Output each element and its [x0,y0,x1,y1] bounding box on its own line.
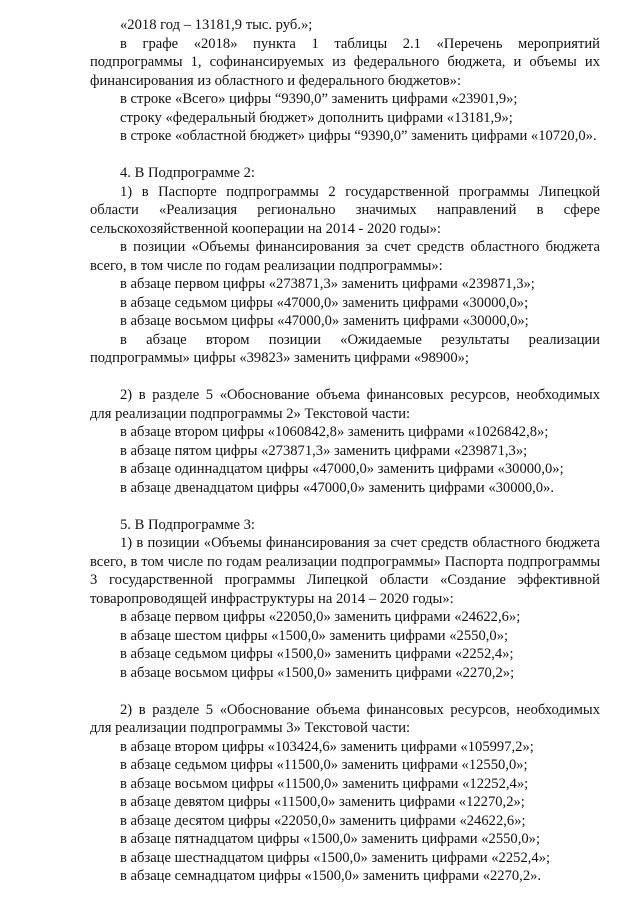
paragraph: в абзаце седьмом цифры «1500,0» заменить цифрами «2252,4»; [120,646,514,662]
spacer [90,146,600,165]
paragraph: в графе «2018» пункта 1 таблицы 2.1 «Перечень мероприятий подпрограммы 1, софинансируемых из федерального бюджета, и объемы их финансирования из областного и федерального бюджетов»: [90,35,600,89]
paragraph: «2018 год – 13181,9 тыс. руб.»; [120,17,313,33]
paragraph: в абзаце пятнадцатом цифры «1500,0» заменить цифрами «2550,0»; [120,831,541,847]
paragraph: в абзаце двенадцатом цифры «47000,0» заменить цифрами «30000,0». [120,479,555,496]
paragraph: в абзаце втором позиции «Ожидаемые результаты реализации подпрограммы» цифры «39823» заменить цифрами «98900»; [90,331,600,366]
paragraph: в абзаце шестнадцатом цифры «1500,0» заменить цифрами «2252,4»; [120,849,551,866]
paragraph: в абзаце первом цифры «22050,0» заменить цифрами «24622,6»; [120,609,521,625]
spacer [90,682,600,701]
paragraph: в абзаце семнадцатом цифры «1500,0» заменить цифрами «2270,2». [120,868,542,884]
paragraph: в абзаце первом цифры «273871,3» заменить цифрами «239871,3»; [120,276,535,292]
section-heading: 5. В Подпрограмме 3: [120,516,255,533]
paragraph: 2) в разделе 5 «Обоснование объема финансовых ресурсов, необходимых для реализации подпрограммы 3» Текстовой части: [90,701,600,736]
paragraph: 2) в разделе 5 «Обоснование объема финансовых ресурсов, необходимых для реализации подпрограммы 2» Текстовой части: [90,387,600,422]
section-heading: 4. В Подпрограмме 2: [120,165,255,181]
paragraph: в абзаце одиннадцатом цифры «47000,0» заменить цифрами «30000,0»; [120,461,564,477]
paragraph: в абзаце седьмом цифры «47000,0» заменить цифрами «30000,0»; [120,294,529,311]
paragraph: в строке «Всего» цифры “9390,0” заменить цифрами «23901,9»; [120,91,518,107]
paragraph: в строке «областной бюджет» цифры “9390,0” заменить цифрами «10720,0». [120,128,597,144]
paragraph: в абзаце девятом цифры «11500,0» заменить цифрами «12270,2»; [120,794,525,810]
paragraph: в абзаце шестом цифры «1500,0» заменить цифрами «2550,0»; [120,627,509,644]
paragraph: в абзаце десятом цифры «22050,0» заменить цифрами «24622,6»; [120,812,526,829]
paragraph: в позиции «Объемы финансирования за счет средств областного бюджета всего, в том числе по годам реализации подпрограммы»: [90,239,600,274]
paragraph: в абзаце пятом цифры «273871,3» заменить цифрами «239871,3»; [120,442,528,459]
paragraph: в абзаце восьмом цифры «47000,0» заменить цифрами «30000,0»; [120,313,529,329]
paragraph: в абзаце восьмом цифры «1500,0» заменить цифрами «2270,2»; [120,664,515,681]
paragraph: 1) в позиции «Объемы финансирования за счет средств областного бюджета всего, в том числе по годам реализации подпрограммы» Паспорта подпрограммы 3 государственной программы Липецкой области «Создание эффективной товаропроводящей инфраструктуры на 2014 – 2020 годы»: [90,535,600,607]
spacer [90,497,600,516]
spacer [90,368,600,387]
paragraph: в абзаце восьмом цифры «11500,0» заменить цифрами «12252,4»; [120,775,529,792]
paragraph: строку «федеральный бюджет» дополнить цифрами «13181,9»; [120,109,513,126]
paragraph: в абзаце втором цифры «1060842,8» заменить цифрами «1026842,8»; [120,424,549,440]
paragraph: в абзаце втором цифры «103424,6» заменить цифрами «105997,2»; [120,738,534,755]
paragraph: в абзаце седьмом цифры «11500,0» заменить цифрами «12550,0»; [120,757,528,773]
paragraph: 1) в Паспорте подпрограммы 2 государственной программы Липецкой области «Реализация регионально значимых направлений в сфере сельскохозяйственной кооперации на 2014 - 2020 годы»: [90,183,600,237]
